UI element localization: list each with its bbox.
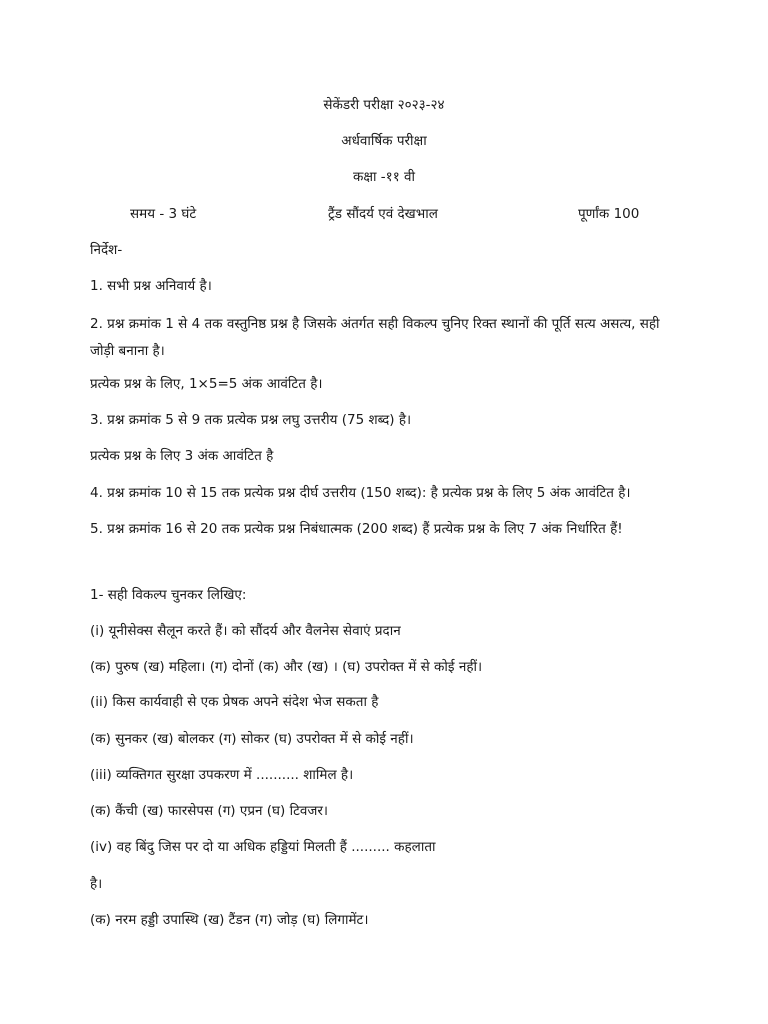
question-text-continued: है।	[90, 876, 103, 892]
question-1-heading: 1- सही विकल्प चुनकर लिखिए:	[90, 587, 247, 603]
options-text: (क) पुरुष (ख) महिला। (ग) दोनों (क) और (ख) । (घ) उपरोक्त में से कोई नहीं।	[90, 659, 483, 675]
instruction-item: 1. सभी प्रश्न अनिवार्य है।	[90, 278, 212, 294]
question-text: (iii) व्यक्तिगत सुरक्षा उपकरण में .......... शामिल है।	[90, 767, 354, 783]
instruction-item: प्रत्येक प्रश्न के लिए, 1×5=5 अंक आवंटित है।	[90, 376, 323, 392]
options-text: (क) सुनकर (ख) बोलकर (ग) सोकर (घ) उपरोक्त में से कोई नहीं।	[90, 731, 414, 747]
instruction-item: प्रत्येक प्रश्न के लिए 3 अंक आवंटित है	[90, 448, 274, 464]
instruction-item: 4. प्रश्न क्रमांक 10 से 15 तक प्रत्येक प्रश्न दीर्घ उत्तरीय (150 शब्द): है प्रत्येक प्रश्न के लिए 5 अंक आवंटित है।	[90, 485, 631, 501]
time-label: समय - 3 घंटे	[130, 206, 197, 222]
instruction-item: 5. प्रश्न क्रमांक 16 से 20 तक प्रत्येक प्रश्न निबंधात्मक (200 शब्द) हैं प्रत्येक प्रश्न के लिए 7 अंक निर्धारित हैं!	[90, 521, 623, 537]
options-text: (क) नरम हड्डी उपास्थि (ख) टैंडन (ग) जोड़ (घ) लिगामेंट।	[90, 912, 369, 928]
subject-label: ट्रैंड सौंदर्य एवं देखभाल	[328, 206, 438, 222]
question-text: (ii) किस कार्यवाही से एक प्रेषक अपने संदेश भेज सकता है	[90, 694, 379, 710]
class-label: कक्षा -११ वी	[352, 169, 416, 185]
max-marks-label: पूर्णांक 100	[578, 206, 640, 222]
instructions-heading: निर्देश-	[90, 242, 123, 258]
question-text: (iv) वह बिंदु जिस पर दो या अधिक हड्डियां मिलती हैं ......... कहलाता	[90, 839, 436, 855]
instruction-item: 2. प्रश्न क्रमांक 1 से 4 तक वस्तुनिष्ठ प्रश्न है जिसके अंतर्गत सही विकल्प चुनिए रिक्त स्थानों की पूर्ति सत्य असत्य, सही जोड़ी बनाना है।	[90, 316, 660, 359]
options-text: (क) कैंची (ख) फारसेपस (ग) एप्रन (घ) टिवजर।	[90, 803, 329, 819]
exam-title: सेकेंडरी परीक्षा २०२३-२४	[323, 97, 445, 113]
instruction-item: 3. प्रश्न क्रमांक 5 से 9 तक प्रत्येक प्रश्न लघु उत्तरीय (75 शब्द) है।	[90, 412, 412, 428]
exam-type: अर्धवार्षिक परीक्षा	[341, 133, 427, 149]
question-text: (i) यूनीसेक्स सैलून करते हैं। को सौंदर्य और वैलनेस सेवाएं प्रदान	[90, 623, 401, 639]
